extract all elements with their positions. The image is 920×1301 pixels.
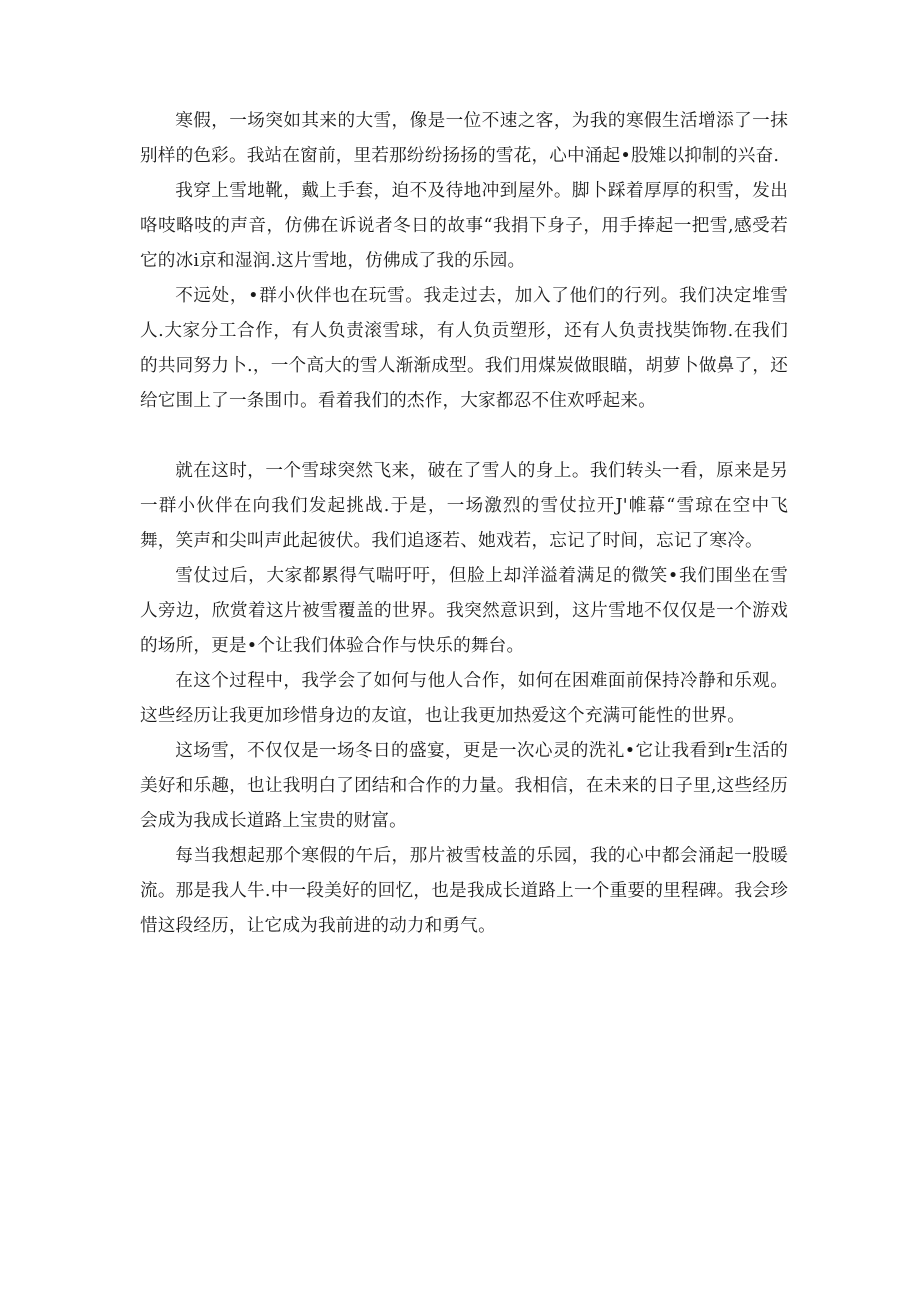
- essay-body: [140, 104, 788, 944]
- paragraph-6: 在这个过程中，我学会了如何与他人合作，如何在困难面前保持冷静和乐观。这些经历让我更加珍惜身边的友谊，也让我更加热爱这个充满可能性的世界。: [140, 671, 788, 726]
- paragraph-4: 就在这时，一个雪球突然飞来，破在了雪人的身上。我们转头一看，原来是另一群小伙伴在向我们发起挑战.于是，一场激烈的雪仗拉开J'帷幕“雪琼在空中飞舞，笑声和尖叫声此起彼伏。我们追逐若、她戏若，忘记了时间，忘记了寒冷。: [140, 461, 788, 551]
- paragraph-3: 不远处，•群小伙伴也在玩雪。我走过去，加入了他们的行列。我们决定堆雪人.大家分工合作，有人负责滚雪球，有人负贡塑形，还有人负责找奘饰物.在我们的共同努力卜.，一个高大的雪人渐渐成型。我们用煤炭做眼瞄，胡萝卜做鼻了，还给它围上了一条围巾。看着我们的杰作，大家都忍不住欢呼起来。: [140, 286, 788, 411]
- paragraph-1: 寒假，一场突如其来的大雪，像是一位不速之客，为我的寒假生活增添了一抹别样的色彩。我站在窗前，里若那纷纷扬扬的雪花，心中涌起•股雉以抑制的兴奋.: [140, 111, 788, 166]
- paragraph-5: 雪仗过后，大家都累得气喘吁吁，但脸上却洋溢着满足的微笑•我们围坐在雪人旁边，欣赏着这片被雪覆盖的世界。我突然意识到，这片雪地不仅仅是一个游戏的场所，更是•个让我们体验合作与快乐的舞台。: [140, 566, 788, 656]
- paragraph-8: 每当我想起那个寒假的午后，那片被雪枝盖的乐园，我的心中都会涌起一股暖流。那是我人牛.中一段美好的回忆，也是我成长道路上一个重要的里程碑。我会珍惜这段经历，让它成为我前进的动力和勇气。: [140, 846, 788, 936]
- paragraph-2: 我穿上雪地靴，戴上手套，迫不及待地冲到屋外。脚卜踩着厚厚的积雪，发出咯吱略吱的声音，仿佛在诉说者冬日的故事“我捐下身子，用手捧起一把雪,感受若它的冰i京和湿润.这片雪地，仿佛成了我的乐园。: [140, 181, 788, 271]
- paragraph-7: 这场雪，不仅仅是一场冬日的盛宴，更是一次心灵的洗礼•它让我看到r生活的美好和乐趣，也让我明白了团结和合作的力量。我相信，在未来的日子里,这些经历会成为我成长道路上宝贵的财富。: [140, 741, 788, 831]
